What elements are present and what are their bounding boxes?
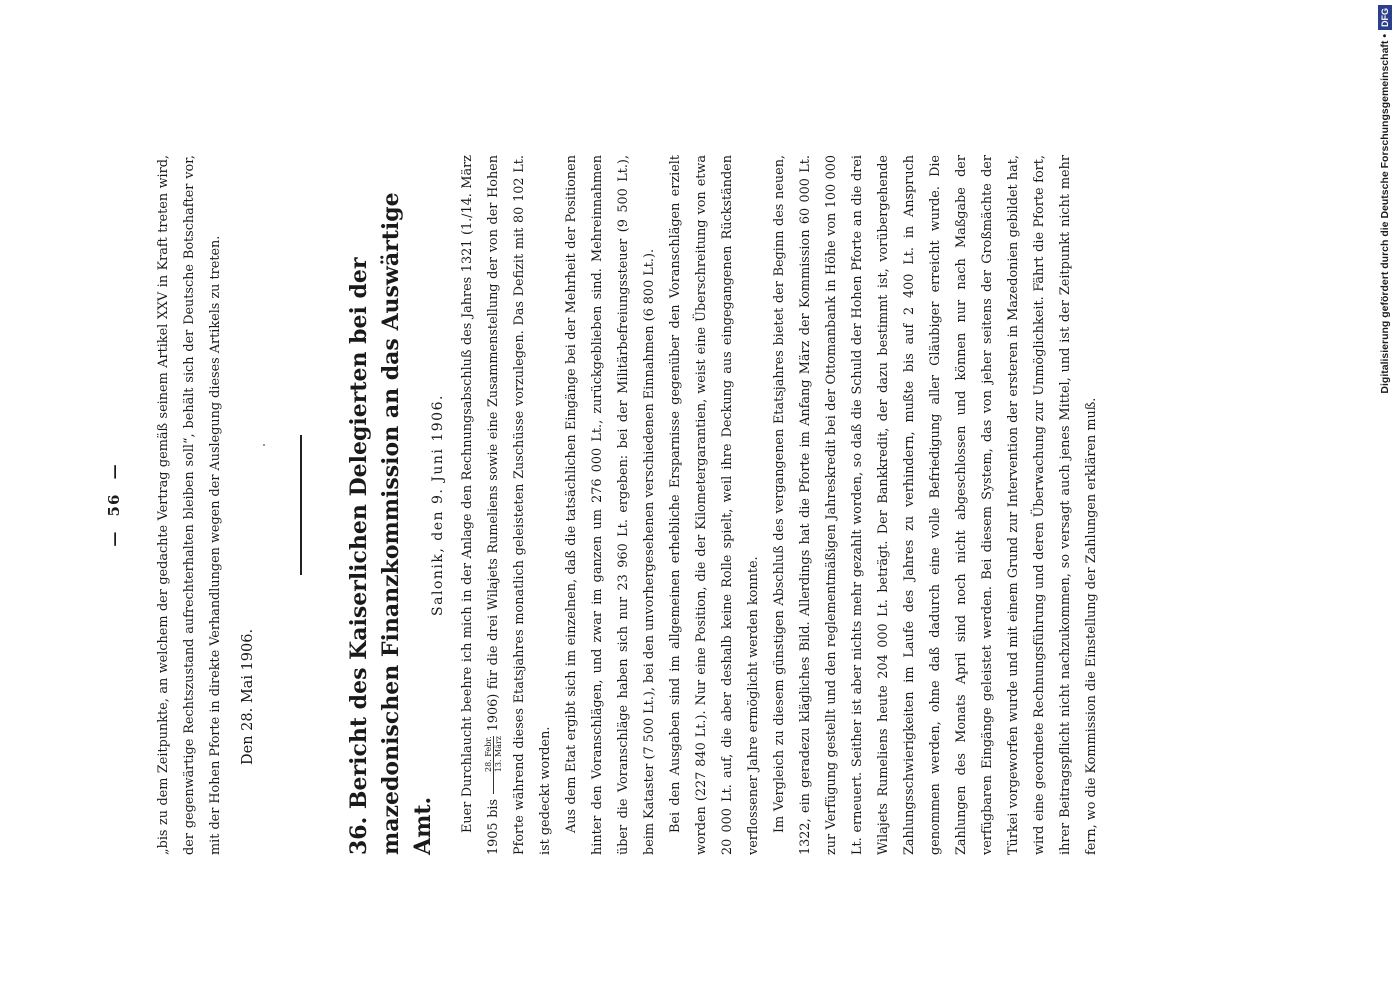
- fraction-denominator: 13. März: [494, 735, 503, 773]
- document-body: [425, 155, 1105, 855]
- section-divider-rule: [300, 435, 302, 575]
- dfg-logo-badge: DFG: [1378, 5, 1392, 30]
- document-heading: 36. Bericht des Kaiserlichen Delegierten bei der mazedonischen Finanzkommission an das Auswärtige Amt.: [346, 192, 436, 855]
- paragraph-1-text-before: Euer Durchlaucht beehre ich mich in der Anlage den Rechnungsabschluß des Jahres 1321 (1./14. März 1905 bis: [460, 155, 501, 855]
- page-number: 56: [105, 493, 123, 517]
- paragraph-1-text-after: 1906) für die drei Wilajets Rumeliens sowie eine Zusammenstellung der von der Hohen Pforte während dieses Etatsjahres monatlich geleisteten Zuschüsse vorzulegen. Das Defizit mit 80 102 Lt. ist gedeckt worden.: [486, 155, 553, 855]
- page-number-dash-right: —: [105, 463, 123, 480]
- page-content: [105, 155, 1099, 855]
- page-header: [105, 155, 127, 855]
- scan-speck: [263, 444, 265, 446]
- document-dateline: Den 28. Mai 1906.: [240, 628, 256, 765]
- digitization-credit: [1376, 5, 1394, 995]
- body-paragraph-4: Im Vergleich zu diesem günstigen Abschluß des vergangenen Etatsjahres bietet der Beginn des neuen, 1322, ein geradezu klägliches Bild. Allerdings hat die Pforte im Anfang März der Kommission 60 000 Lt. zur Verfügung gestellt und den reglementmäßigen Jahreskredit bei der Ottomanbank in Höhe von 100 000 Lt. erneuert. Seither ist aber nichts mehr gezahlt worden, so daß die Schuld der Hohen Pforte an die drei Wilajets Rumeliens heute 204 000 Lt. beträgt. Der Bankkredit, der dazu bestimmt ist, vorübergehende Zahlungsschwierigkeiten im Laufe des Jahres zu verhindern, mußte bis auf 2 400 Lt. in Anspruch genommen werden, ohne daß dadurch eine volle Befriedigung aller Gläubiger erreicht wurde. Die Zahlungen des Monats April sind noch nicht abgeschlossen und können nur nach Maßgabe der verfügbaren Eingänge geleistet werden. Bei diesem System, das von jeher seitens der Großmächte der Türkei vorgeworfen wurde und mit einem Grund zur Intervention der ersteren in Mazedonien gebildet hat, wird eine geordnete Rechnungsführung und deren Überwachung zur Unmöglichkeit. Fährt die Pforte fort, ihrer Beitragspflicht nicht nachzukommen, so versagt auch jenes Mittel, und ist der Zeitpunkt nicht mehr fern, wo die Kommission die Einstellung der Zahlungen erklären muß.: [772, 155, 1099, 855]
- place-and-date: Salonik, den 9. Juni 1906.: [430, 394, 446, 616]
- continuation-paragraph: „bis zu dem Zeitpunkte, an welchem der gedachte Vertrag gemäß seinem Artikel XXV in Kraft treten wird, der gegenwärtige Rechtszustand aufrechterhalten bleiben soll“, behält sich der Deutsche Botschafter vor, mit der Hohen Pforte in direkte Verhandlungen wegen der Auslegung dieses Artikels zu treten.: [156, 155, 223, 855]
- previous-document-ending: [151, 155, 261, 855]
- page-number-dash-left: —: [105, 530, 123, 547]
- date-fraction: [484, 736, 503, 794]
- body-paragraph-1: [455, 155, 559, 855]
- body-paragraph-3: Bei den Ausgaben sind im allgemeinen erhebliche Ersparnisse gegenüber den Voranschlägen erzielt worden (227 840 Lt.). Nur eine Position, die der Kilometergarantien, weist eine Überschreitung von etwa 20 000 Lt. auf, die aber deshalb keine Rolle spielt, weil ihre Deckung aus eingegangenen Rückständen verflossener Jahre ermöglicht werden konnte.: [668, 155, 761, 855]
- fraction-numerator: 28. Febr.: [484, 736, 494, 794]
- body-paragraph-2: Aus dem Etat ergibt sich im einzelnen, daß die tatsächlichen Eingänge bei der Mehrheit der Positionen hinter den Voranschlägen, und zwar im ganzen um 276 000 Lt., zurückgeblieben sind. Mehreinnahmen über die Voranschläge haben sich nur 23 960 Lt. ergeben: bei der Militärbefreiungssteuer (9 500 Lt.), beim Kataster (7 500 Lt.), bei den unvorhergesehenen verschiedenen Einnahmen (6 800 Lt.).: [564, 155, 657, 855]
- credit-text: Digitalisierung gefördert durch die Deutsche Forschungsgemeinschaft •: [1379, 34, 1391, 394]
